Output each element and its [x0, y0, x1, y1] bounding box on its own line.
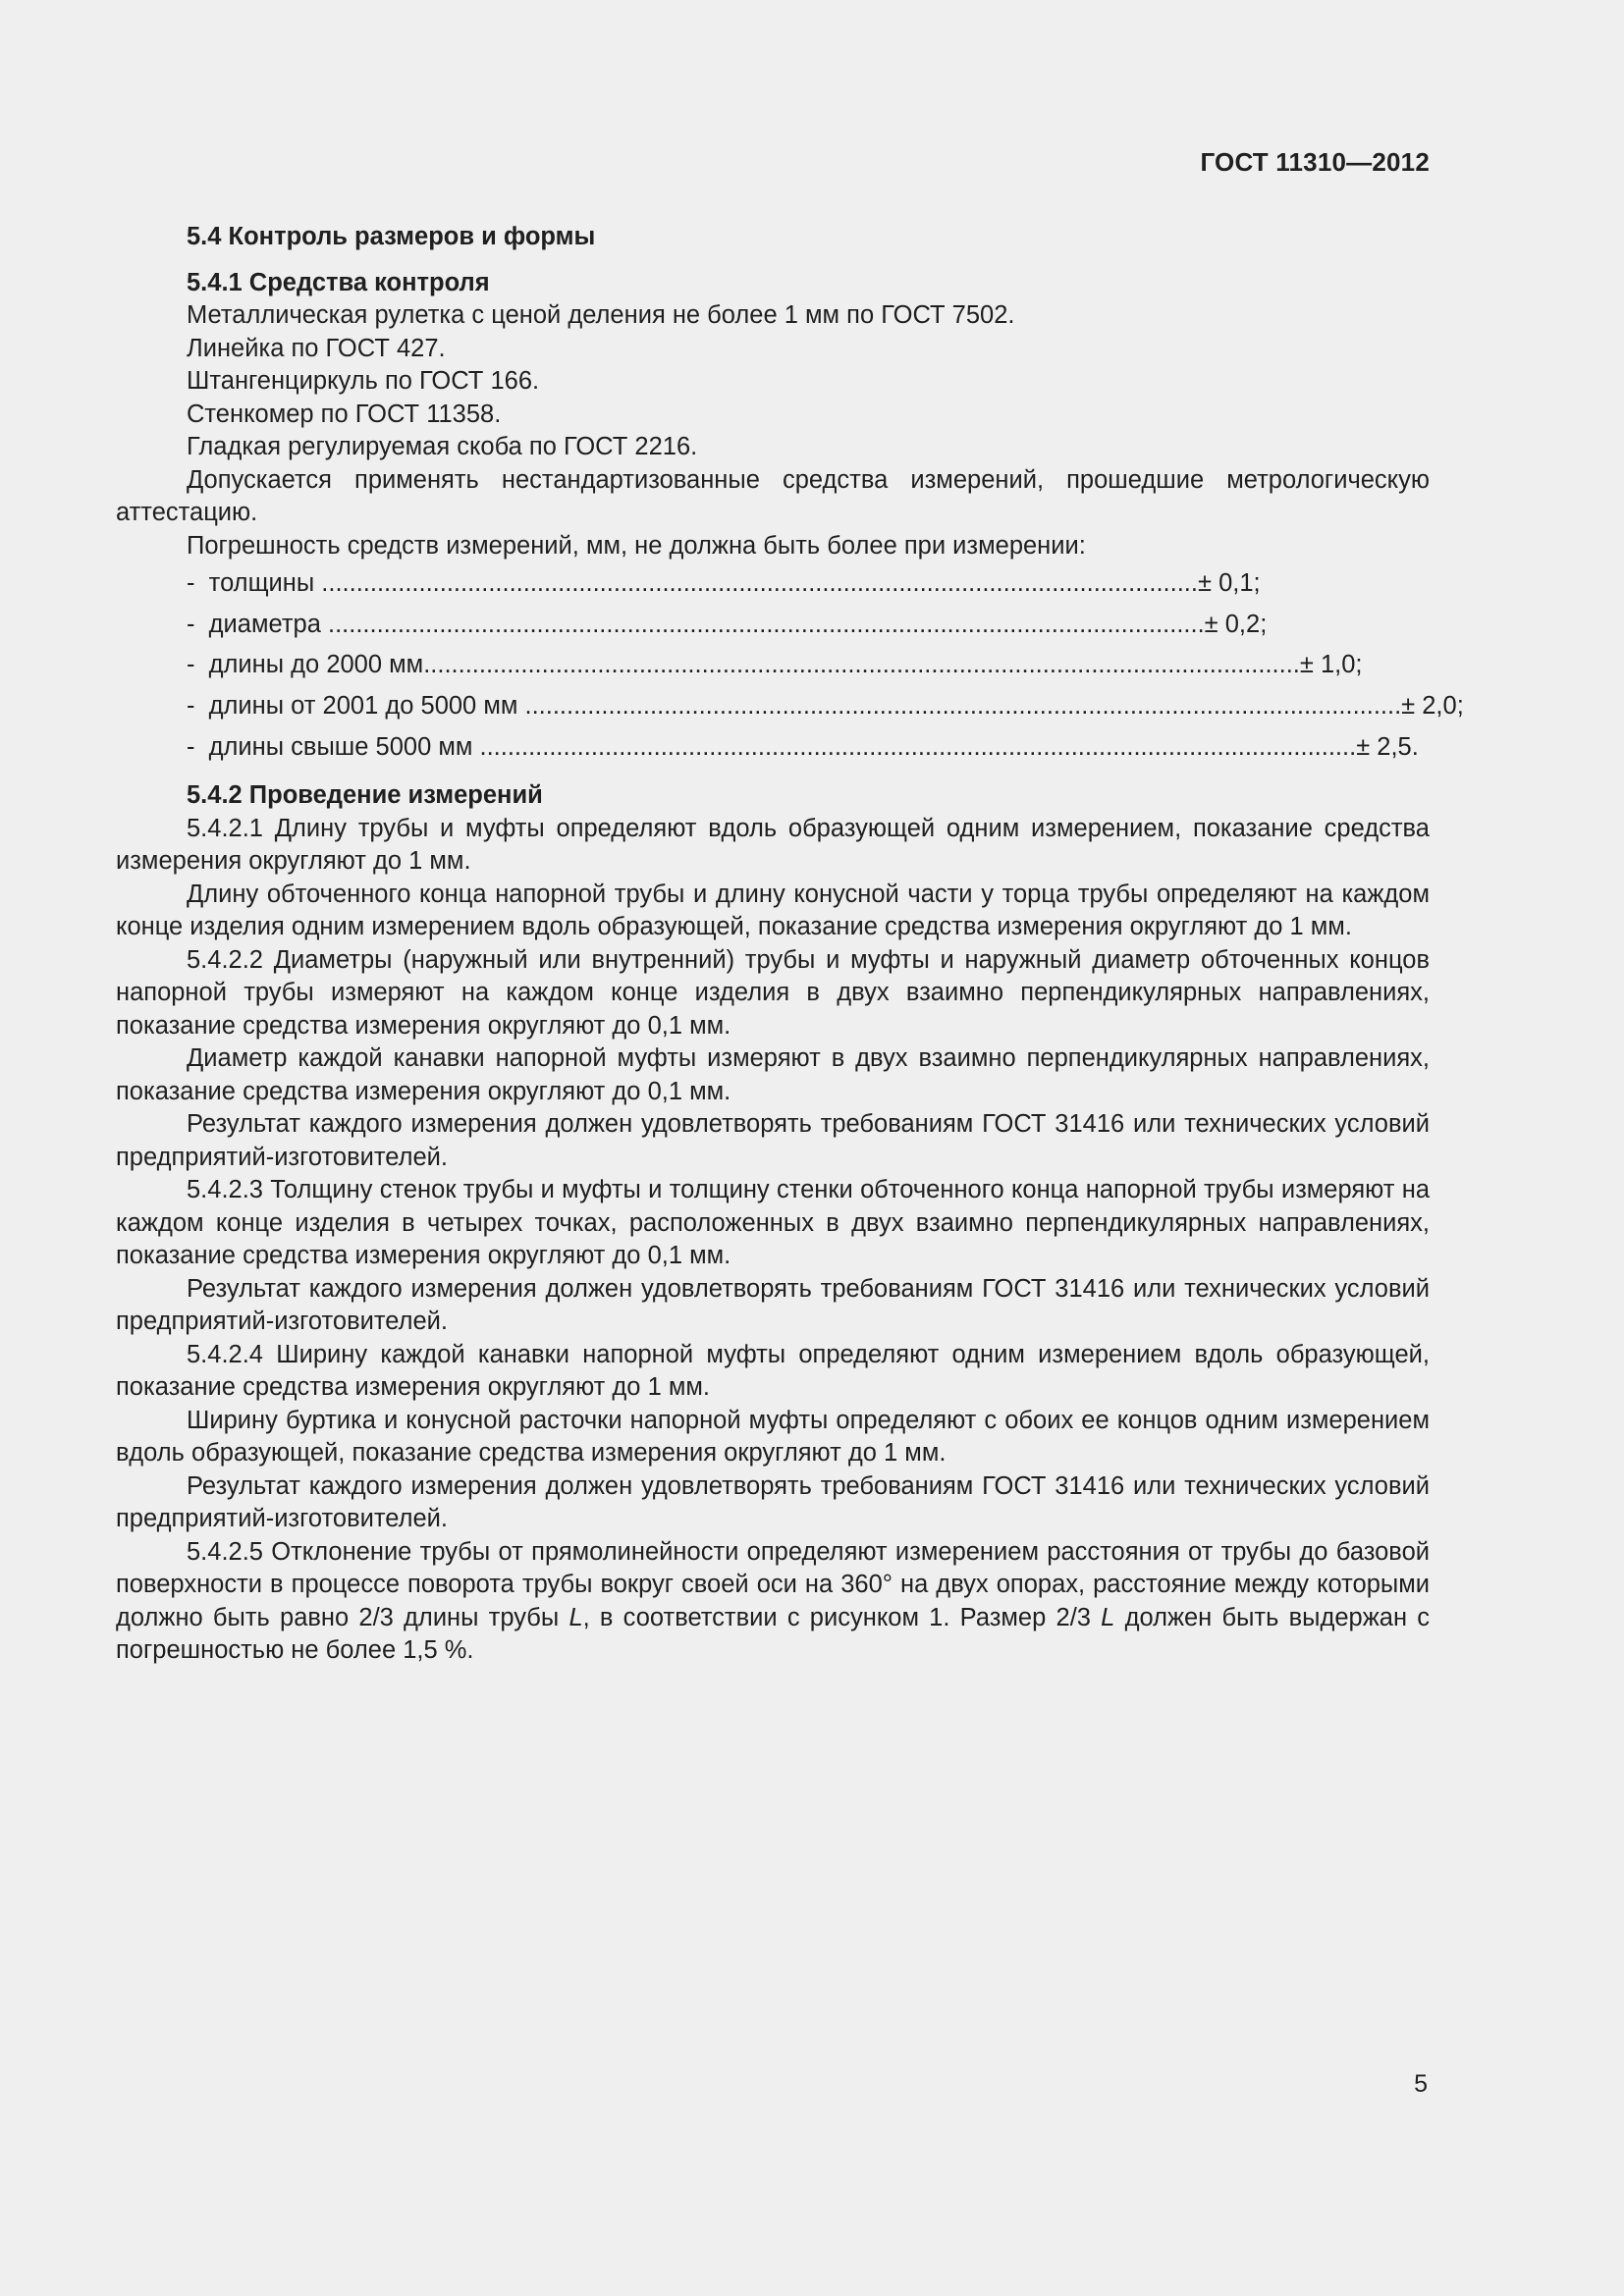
variable-l: L [1101, 1603, 1115, 1631]
control-means-line: Гладкая регулируемая скоба по ГОСТ 2216. [187, 433, 698, 460]
accuracy-item-value: ± 0,2; [1204, 610, 1268, 638]
control-means-line: Линейка по ГОСТ 427. [187, 334, 446, 362]
accuracy-intro: Погрешность средств измерений, мм, не должна быть более при измерении: [187, 531, 1086, 560]
accuracy-item-label: толщины [208, 569, 315, 597]
page-number: 5 [1414, 2070, 1428, 2098]
paragraph: Результат каждого измерения должен удовлетворять требованиям ГОСТ 31416 или технических условий предприятий-изготовителей. [116, 1274, 1430, 1336]
accuracy-item-value: ± 0,1; [1197, 569, 1261, 597]
accuracy-item-value: ± 2,5. [1356, 732, 1419, 761]
accuracy-item-value: ± 1,0; [1299, 651, 1363, 679]
variable-l: L [568, 1603, 583, 1631]
accuracy-item-value: ± 2,0; [1401, 692, 1464, 721]
paragraph: Диаметр каждой канавки напорной муфты измеряют в двух взаимно перпендикулярных направлениях, показание средства измерения округляют до 0,1 мм. [116, 1044, 1430, 1105]
document-code: ГОСТ 11310—2012 [1200, 147, 1430, 177]
subsection-heading-5-4-1: 5.4.1 Средства контроля [187, 268, 490, 296]
paragraph: Результат каждого измерения должен удовлетворять требованиям ГОСТ 31416 или технических условий предприятий-изготовителей. [116, 1110, 1430, 1171]
section-heading-5-4: 5.4 Контроль размеров и формы [187, 223, 596, 250]
control-means-line: Штангенциркуль по ГОСТ 166. [187, 367, 540, 395]
subsection-heading-5-4-2: 5.4.2 Проведение измерений [187, 781, 543, 810]
accuracy-item-label: длины до 2000 мм [208, 651, 424, 679]
paragraph-5-4-2-3: 5.4.2.3 Толщину стенок трубы и муфты и толщину стенки обточенного конца напорной трубы измеряют на каждом конце изделия в четырех точках, расположенных в двух взаимно перпендикулярных направлениях, показание средства измерения округляют до 0,1 мм. [116, 1176, 1430, 1270]
paragraph: Результат каждого измерения должен удовлетворять требованиям ГОСТ 31416 или технических условий предприятий-изготовителей. [116, 1471, 1430, 1533]
list-item: - длины до 2000 мм .............................................................................................................................. ± 1,0; [116, 649, 1430, 690]
list-item: - толщины .............................................................................................................................. ± 0,1; [116, 567, 1430, 609]
control-means-line: Стенкомер по ГОСТ 11358. [187, 400, 502, 428]
paragraph: Длину обточенного конца напорной трубы и длину конусной части у торца трубы определяют на каждом конце изделия одним измерением вдоль образующей, показание средства измерения округляют до 1 мм. [116, 880, 1430, 941]
accuracy-item-label: длины от 2001 до 5000 мм [208, 692, 518, 721]
paragraph: Ширину буртика и конусной расточки напорной муфты определяют с обоих ее концов одним измерением вдоль образующей, показание средства измерения округляют до 1 мм. [116, 1406, 1430, 1468]
document-body [116, 221, 1464, 1668]
accuracy-list [116, 567, 1464, 772]
paragraph-text: 5.4.2.5 Отклонение трубы от прямолинейности определяют измерением расстояния от трубы до базовой поверхности в процессе поворота трубы вокруг своей оси на 360° на двух опорах, расстояние между которыми должно быть равно 2/3 длины трубы [116, 1537, 1430, 1631]
paragraph-5-4-2-4: 5.4.2.4 Ширину каждой канавки напорной муфты определяют одним измерением вдоль образующей, показание средства измерения округляют до 1 мм. [116, 1340, 1430, 1402]
paragraph-5-4-2-5 [116, 1536, 1430, 1668]
control-means-line: Металлическая рулетка с ценой деления не более 1 мм по ГОСТ 7502. [187, 301, 1015, 329]
paragraph-text: , в соответствии с рисунком 1. Размер 2/3 [582, 1603, 1102, 1631]
list-item: - диаметра .............................................................................................................................. ± 0,2; [116, 609, 1430, 650]
list-item: - длины от 2001 до 5000 мм .............................................................................................................................. ± 2,0; [116, 690, 1430, 731]
paragraph-5-4-2-2: 5.4.2.2 Диаметры (наружный или внутренний) трубы и муфты и наружный диаметр обточенных концов напорной трубы измеряют на каждом конце изделия в двух взаимно перпендикулярных направлениях, показание средства измерения округляют до 0,1 мм. [116, 945, 1430, 1040]
paragraph-5-4-2-1: 5.4.2.1 Длину трубы и муфты определяют вдоль образующей одним измерением, показание средства измерения округляют до 1 мм. [116, 814, 1430, 876]
accuracy-item-label: диаметра [208, 610, 321, 638]
paragraph-text: должен быть выдержан с погрешностью не более 1,5 %. [116, 1603, 1430, 1665]
list-item: - длины свыше 5000 мм .............................................................................................................................. ± 2,5. [116, 731, 1430, 773]
accuracy-item-label: длины свыше 5000 мм [208, 732, 473, 761]
allowed-nonstandard-paragraph: Допускается применять нестандартизованные средства измерений, прошедшие метрологическую аттестацию. [116, 465, 1430, 526]
